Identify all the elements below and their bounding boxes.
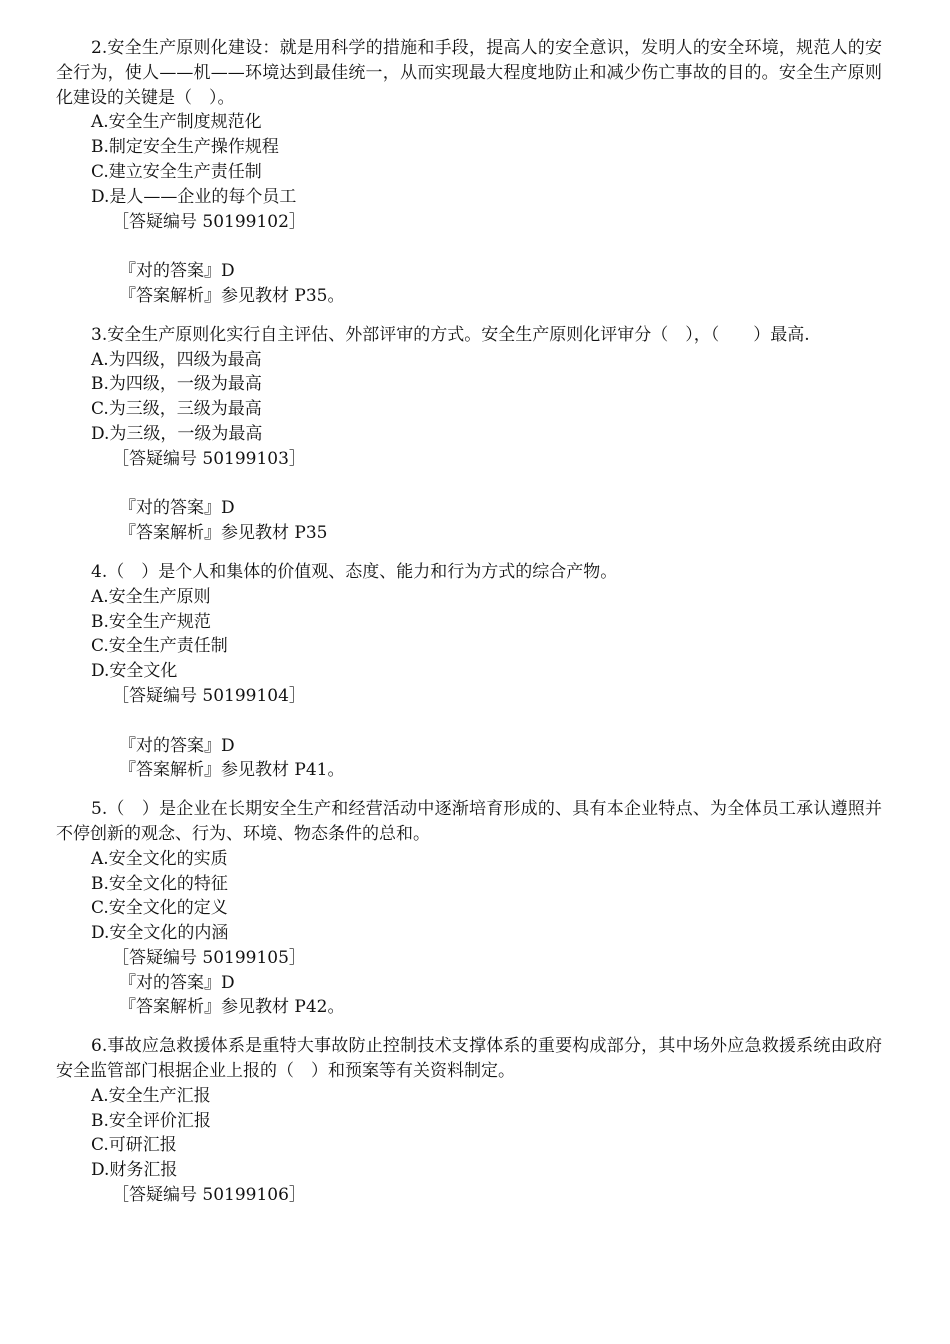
- option-d: D.安全文化: [91, 661, 178, 682]
- option-d: D.安全文化的内涵: [91, 923, 229, 944]
- option-a: A.安全生产汇报: [91, 1085, 211, 1106]
- question-3: [56, 323, 882, 546]
- answer-analysis: 『答案解析』参见教材 P41。: [119, 760, 345, 781]
- option-b: B.为四级，一级为最高: [91, 374, 262, 395]
- question-code: ［答疑编号 50199105］: [112, 947, 306, 968]
- question-6: [56, 1034, 882, 1208]
- option-b: B.安全文化的特征: [91, 873, 228, 894]
- option-b: B.安全生产规范: [91, 611, 211, 632]
- option-a: A.安全文化的实质: [91, 848, 228, 869]
- question-stem: 4.（ ）是个人和集体的价值观、态度、能力和行为方式的综合产物。: [91, 561, 618, 582]
- option-b: B.制定安全生产操作规程: [91, 137, 279, 158]
- question-stem: 5.（ ）是企业在长期安全生产和经营活动中逐渐培育形成的、具有本企业特点、为全体员工承认遵照并不停创新的观念、行为、环境、物态条件的总和。: [56, 799, 882, 844]
- answer-analysis: 『答案解析』参见教材 P42。: [119, 997, 345, 1018]
- correct-answer: 『对的答案』D: [119, 261, 235, 282]
- option-d: D.财务汇报: [91, 1160, 178, 1181]
- question-2: [56, 36, 882, 309]
- option-c: C.为三级，三级为最高: [91, 399, 262, 420]
- option-c: C.可研汇报: [91, 1135, 177, 1156]
- option-c: C.安全生产责任制: [91, 636, 228, 657]
- correct-answer: 『对的答案』D: [119, 972, 235, 993]
- correct-answer: 『对的答案』D: [119, 735, 235, 756]
- question-code: ［答疑编号 50199104］: [112, 685, 306, 706]
- answer-analysis: 『答案解析』参见教材 P35: [119, 523, 328, 544]
- option-a: A.为四级，四级为最高: [91, 349, 262, 370]
- question-code: ［答疑编号 50199103］: [112, 448, 306, 469]
- correct-answer: 『对的答案』D: [119, 498, 235, 519]
- question-code: ［答疑编号 50199106］: [112, 1185, 306, 1206]
- question-stem: 6.事故应急救援体系是重特大事故防止控制技术支撑体系的重要构成部分，其中场外应急救援系统由政府安全监管部门根据企业上报的（ ）和预案等有关资料制定。: [56, 1036, 882, 1082]
- question-code: ［答疑编号 50199102］: [112, 211, 306, 232]
- question-stem: 2.安全生产原则化建设：就是用科学的措施和手段，提高人的安全意识，发明人的安全环境，规范人的安全行为，使人——机——环境达到最佳统一，从而实现最大程度地防止和减少伤亡事故的目的。安全生产原则化建设的关键是（ ）。: [56, 38, 882, 108]
- document-page: [56, 36, 882, 1222]
- option-d: D.为三级，一级为最高: [91, 423, 263, 444]
- answer-analysis: 『答案解析』参见教材 P35。: [119, 285, 345, 306]
- option-c: C.建立安全生产责任制: [91, 161, 262, 182]
- question-stem: 3.安全生产原则化实行自主评估、外部评审的方式。安全生产原则化评审分（ ），（ ）最高.: [91, 324, 810, 345]
- option-a: A.安全生产原则: [91, 586, 211, 607]
- question-4: [56, 560, 882, 783]
- option-d: D.是人——企业的每个员工: [91, 186, 297, 207]
- option-b: B.安全评价汇报: [91, 1110, 211, 1131]
- question-5: [56, 797, 882, 1020]
- option-a: A.安全生产制度规范化: [91, 112, 262, 133]
- option-c: C.安全文化的定义: [91, 898, 228, 919]
